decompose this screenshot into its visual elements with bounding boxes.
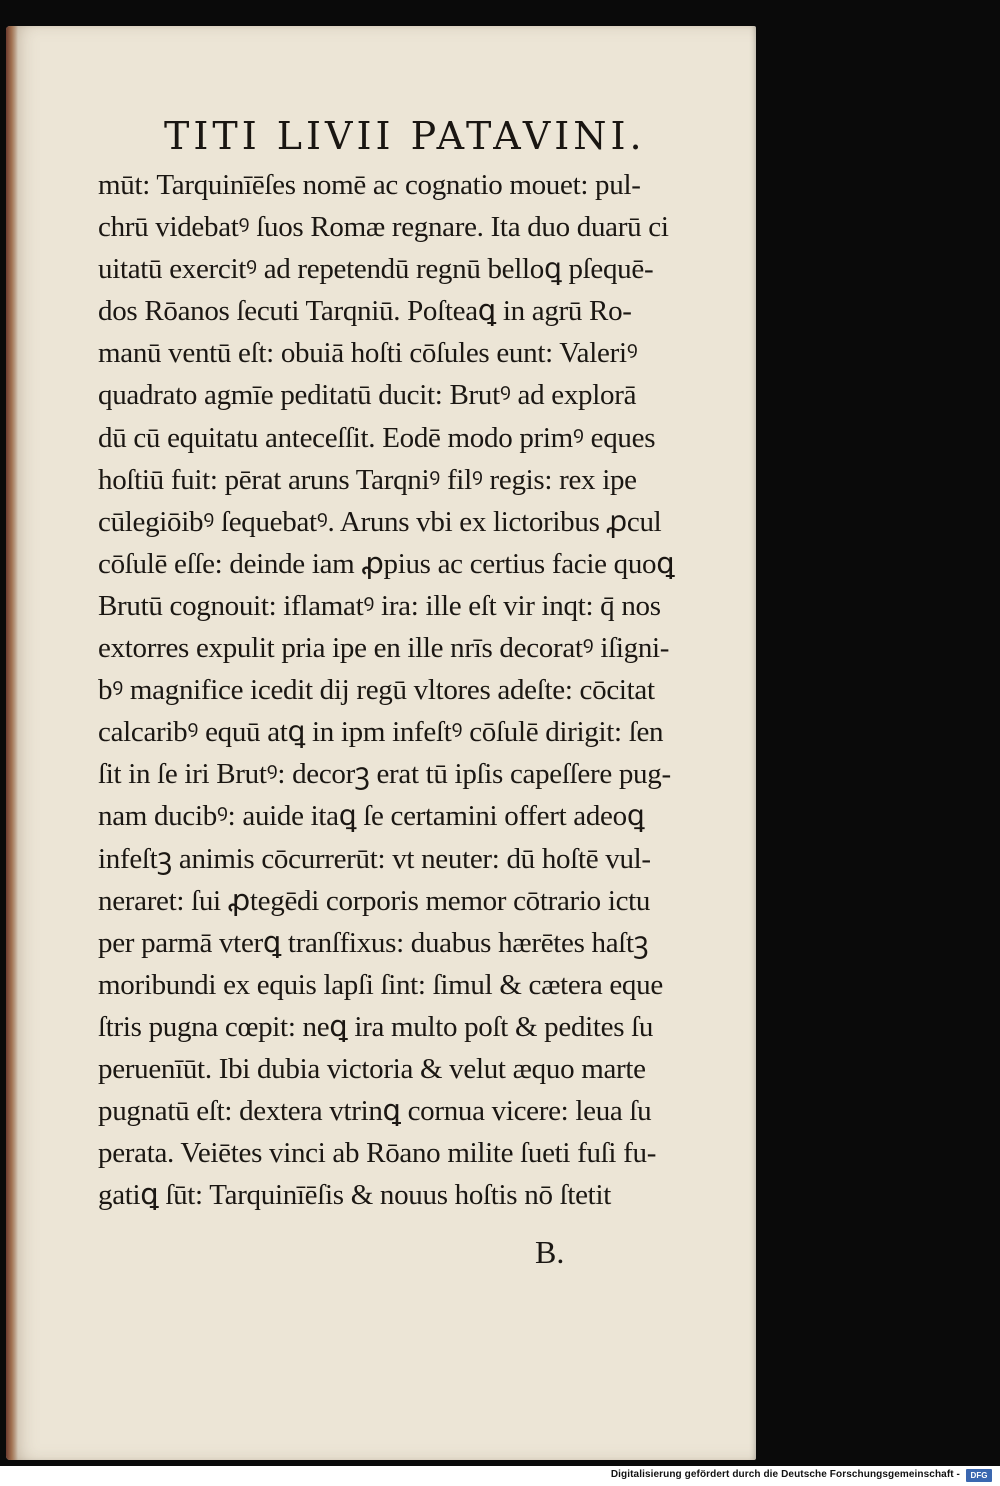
- book-page: [6, 26, 756, 1460]
- footer-credit: Digitalisierung gefördert durch die Deutsche Forschungsgemeinschaft -: [610, 1469, 960, 1480]
- text-line: ſit in ſe iri Brutꝰ: decorꝫ erat tū ipſis capeſſere pug-: [98, 758, 671, 791]
- text-line: cūlegiōibꝰ ſequebatꝰ. Aruns vbi ex lictoribus ꝓcul: [98, 505, 662, 538]
- text-line: neraret: ſui ꝓtegēdi corporis memor cōtrario ictu: [98, 884, 651, 917]
- text-line: dos Rōanos ſecuti Tarqniū. Poſteaꝗ in agrū Ro-: [98, 295, 632, 328]
- text-line: pugnatū eſt: dextera vtrinꝗ cornua vicere: leua ſu: [98, 1095, 652, 1128]
- footer-bar: [0, 1466, 1000, 1486]
- text-line: extorres expulit pria ipe en ille nrīs decoratꝰ iſigni-: [98, 632, 670, 665]
- signature-mark: B.: [535, 1234, 565, 1270]
- text-line: perata. Veiētes vinci ab Rōano milite ſueti fuſi fu-: [98, 1137, 657, 1170]
- text-line: nam ducibꝰ: auide itaꝗ ſe certamini offert adeoꝗ: [98, 800, 645, 833]
- text-line: quadrato agmīe peditatū ducit: Brutꝰ ad explorā: [98, 379, 637, 412]
- dfg-logo-icon: DFG: [966, 1469, 992, 1482]
- text-line: uitatū exercitꝰ ad repetendū regnū belloꝗ pſequē-: [98, 253, 654, 286]
- running-head: TITI LIVII PATAVINI.: [164, 114, 646, 158]
- text-line: hoſtiū fuit: pērat aruns Tarqniꝰ filꝰ regis: rex ipe: [98, 463, 637, 496]
- text-line: Brutū cognouit: iflamatꝰ ira: ille eſt vir inqt: q̄ nos: [98, 589, 661, 622]
- text-line: peruenīūt. Ibi dubia victoria & velut æquo marte: [98, 1052, 646, 1085]
- text-line: calcaribꝰ equū atꝗ in ipm infeſtꝰ cōſulē dirigit: ſen: [98, 716, 664, 749]
- text-line: cōſulē eſſe: deinde iam ꝓpius ac certius facie quoꝗ: [98, 547, 675, 580]
- text-line: bꝰ magnifice icedit dij regū vltores adeſte: cōcitat: [98, 674, 655, 707]
- text-line: chrū videbatꝰ ſuos Romæ regnare. Ita duo duarū ci: [98, 211, 669, 244]
- text-line: ſtris pugna cœpit: neꝗ ira multo poſt & pedites ſu: [98, 1010, 654, 1043]
- body-text: [98, 164, 756, 1216]
- text-line: gatiꝗ ſūt: Tarquinīēſis & nouus hoſtis nō ſtetit: [98, 1179, 611, 1212]
- text-line: moribundi ex equis lapſi ſint: ſimul & cætera eque: [98, 968, 663, 1001]
- text-line: mūt: Tarquinīēſes nomē ac cognatio mouet: pul-: [98, 169, 641, 201]
- text-line: infeſtꝫ animis cōcurrerūt: vt neuter: dū hoſtē vul-: [98, 842, 651, 875]
- text-line: manū ventū eſt: obuiā hoſti cōſules eunt: Valeriꝰ: [98, 337, 638, 370]
- page-binding-edge: [6, 26, 18, 1460]
- text-line: per parmā vterꝗ tranſfixus: duabus hærētes haſtꝫ: [98, 926, 649, 959]
- text-line: dū cū equitatu anteceſſit. Eodē modo primꝰ eques: [98, 421, 656, 454]
